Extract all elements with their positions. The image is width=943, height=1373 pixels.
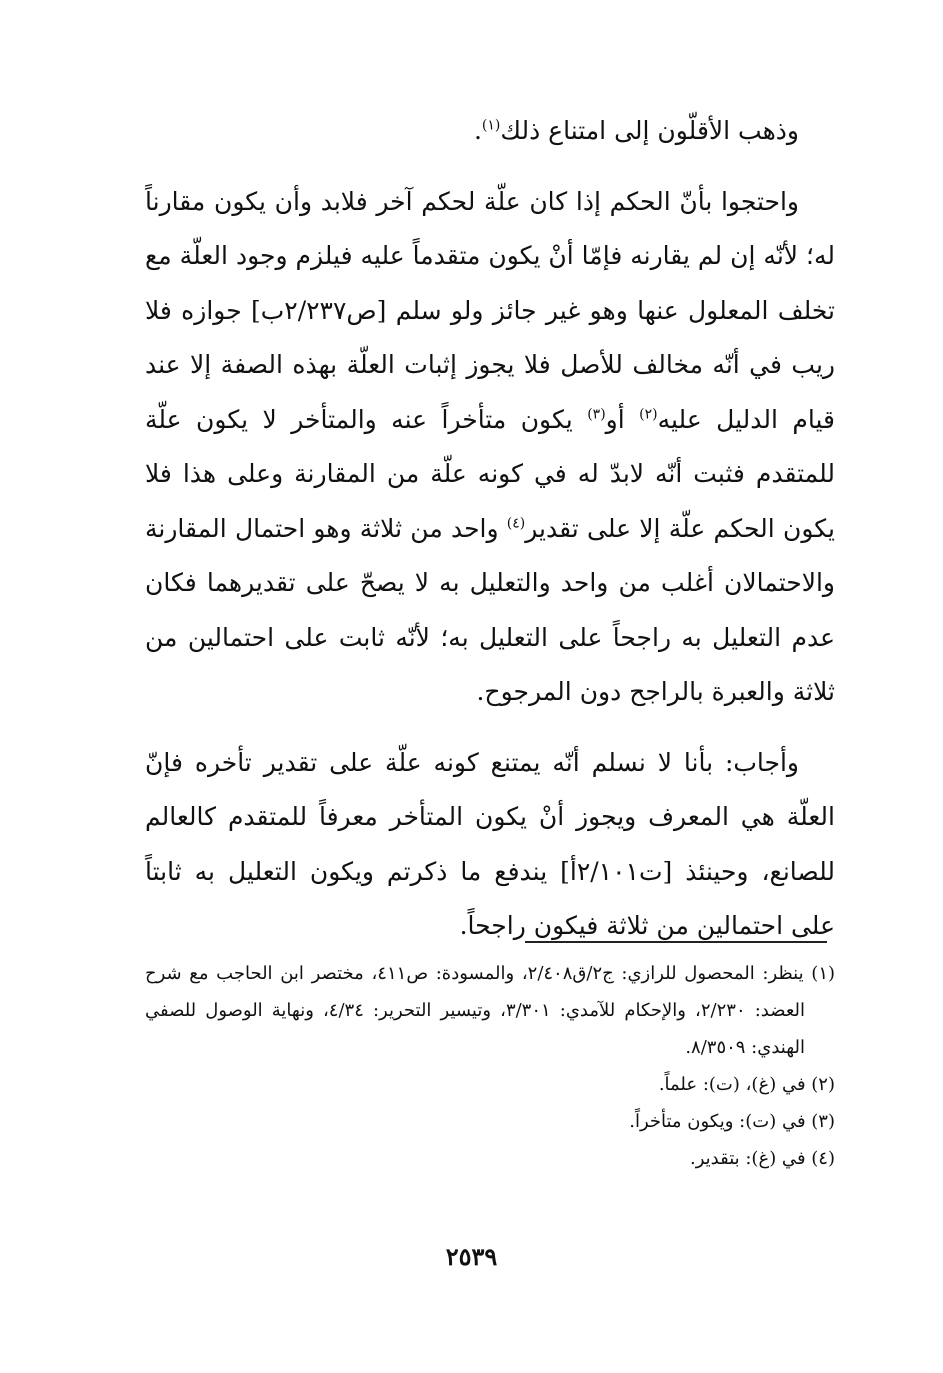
paragraph-2-text-b: أو (605, 404, 640, 434)
paragraph-2-text-a: واحتجوا بأنّ الحكم إذا كان علّة لحكم آخر فلابد وأن يكون مقارناً له؛ لأنّه إن لم يقارنه فإمّا أنْ يكون متقدماً عليه فيلزم وجود العلّة مع تخلف المعلول عنها وهو غير جائز ولو سلم [ص٢/٢٣٧ب] جوازه فلا ريب في أنّه مخالف للأصل فلا يجوز إثبات العلّة بهذه الصفة إلا عند قيام الدليل عليه (145, 186, 836, 434)
footnote-1: (١) ينظر: المحصول للرازي: ج٢/ق٢/٤٠٨، والمسودة: ص٤١١، مختصر ابن الحاجب مع شرح العضد: ٢/٢٣٠، والإحكام للآمدي: ٣/٣٠١، وتيسير التحرير: ٤/٣٤، ونهاية الوصول للصفي الهندي: ٨/٣٥٠٩. (145, 963, 836, 1058)
paragraph-2 (145, 175, 835, 720)
footnote-3: (٣) في (ت): ويكون متأخراً. (629, 1111, 835, 1132)
page-number: ٢٥٣٩ (445, 1242, 498, 1271)
footnote-ref-2: (٢) (639, 406, 658, 423)
paragraph-2-text-d: واحد من ثلاثة وهو احتمال المقارنة والاحتمالان أغلب من واحد والتعليل به لا يصحّ على تقديرهما فكان عدم التعليل به راجحاً على التعليل به؛ لأنّه ثابت على احتمالين من ثلاثة والعبرة بالراجح دون المرجوح. (145, 513, 835, 706)
footnotes (145, 955, 835, 1177)
footnote-ref-1: (١) (481, 117, 501, 134)
paragraph-1 (145, 104, 835, 159)
footnote-ref-4: (٤) (506, 515, 526, 532)
footnote-2: (٢) في (غ)، (ت): علماً. (658, 1074, 835, 1095)
paragraph-3: وأجاب: بأنا لا نسلم أنّه يمتنع كونه علّة على تقدير تأخره فإنّ العلّة هي المعرف ويجوز أنْ يكون المتأخر معرفاً للمتقدم كالعالم للصانع، وحينئذ [ت٢/١٠١أ] يندفع ما ذكرتم ويكون التعليل به ثابتاً على احتمالين من ثلاثة فيكون راجحاً. (145, 747, 835, 940)
footnote-4: (٤) في (غ): بتقدير. (689, 1148, 835, 1169)
paragraph-1-text: وذهب الأقلّون إلى امتناع ذلك (500, 116, 799, 145)
main-text (145, 104, 835, 954)
paragraph-2-text-c: يكون متأخراً عنه والمتأخر لا يكون علّة للمتقدم فثبت أنّه لابدّ له في كونه علّة من المقارنة وعلى هذا فلا يكون الحكم علّة إلا على تقدير (145, 404, 835, 543)
paragraph-1-end: . (473, 116, 482, 145)
footnote-ref-3: (٣) (587, 406, 606, 423)
footnote-divider (525, 941, 827, 943)
